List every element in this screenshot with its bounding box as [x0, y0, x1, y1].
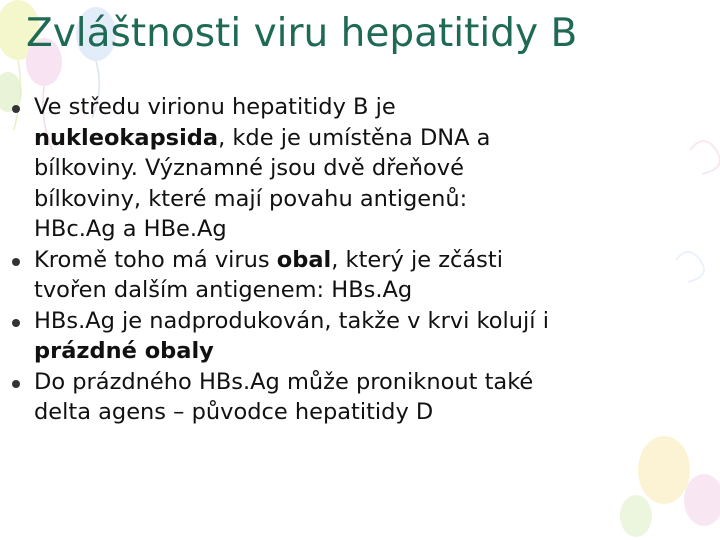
slide-title: Zvláštnosti viru hepatitidy B [26, 11, 578, 56]
bullet-line [34, 397, 712, 428]
text-segment: HBs.Ag je nadprodukován, takže v krvi kolují i [34, 307, 549, 334]
bullet-item [0, 367, 712, 428]
bullet-dot-icon [12, 258, 20, 266]
text-segment: , kde je umístěna DNA a [218, 124, 491, 151]
bullet-line [34, 367, 712, 398]
text-segment: Ve středu virionu hepatitidy B je [34, 94, 396, 120]
bold-term: obal [276, 246, 332, 273]
bullet-line [34, 184, 712, 215]
bold-term: prázdné obaly [34, 338, 214, 364]
bullet-dot-icon [12, 319, 20, 327]
bullet-item [0, 92, 712, 245]
bullet-dot-icon [12, 380, 20, 388]
text-segment: Do prázdného HBs.Ag může proniknout také [34, 368, 534, 395]
bullet-line [34, 275, 712, 306]
text-segment: tvořen dalším antigenem: HBs.Ag [34, 277, 413, 303]
bold-term: nukleokapsida [34, 124, 219, 151]
text-segment: bílkoviny, které mají povahu antigenů: [34, 185, 468, 212]
text-segment: delta agens – původce hepatitidy D [34, 399, 434, 425]
text-segment: Kromě toho má virus [34, 246, 277, 273]
bullet-item [0, 306, 712, 367]
bullet-line [34, 336, 712, 367]
text-segment: , který je zčásti [331, 246, 503, 273]
text-segment: HBc.Ag a HBe.Ag [34, 216, 227, 242]
bullet-line [34, 153, 712, 184]
bullet-line [34, 214, 712, 245]
bullet-list [0, 92, 712, 428]
bullet-line [34, 92, 712, 123]
bullet-line [34, 306, 712, 337]
text-segment: bílkoviny. Významné jsou dvě dřeňové [34, 155, 464, 181]
bullet-dot-icon [12, 105, 20, 113]
bullet-line [34, 245, 712, 276]
bullet-item [0, 245, 712, 306]
balloon-decoration-bottom-right [620, 436, 720, 537]
bullet-line [34, 123, 712, 154]
